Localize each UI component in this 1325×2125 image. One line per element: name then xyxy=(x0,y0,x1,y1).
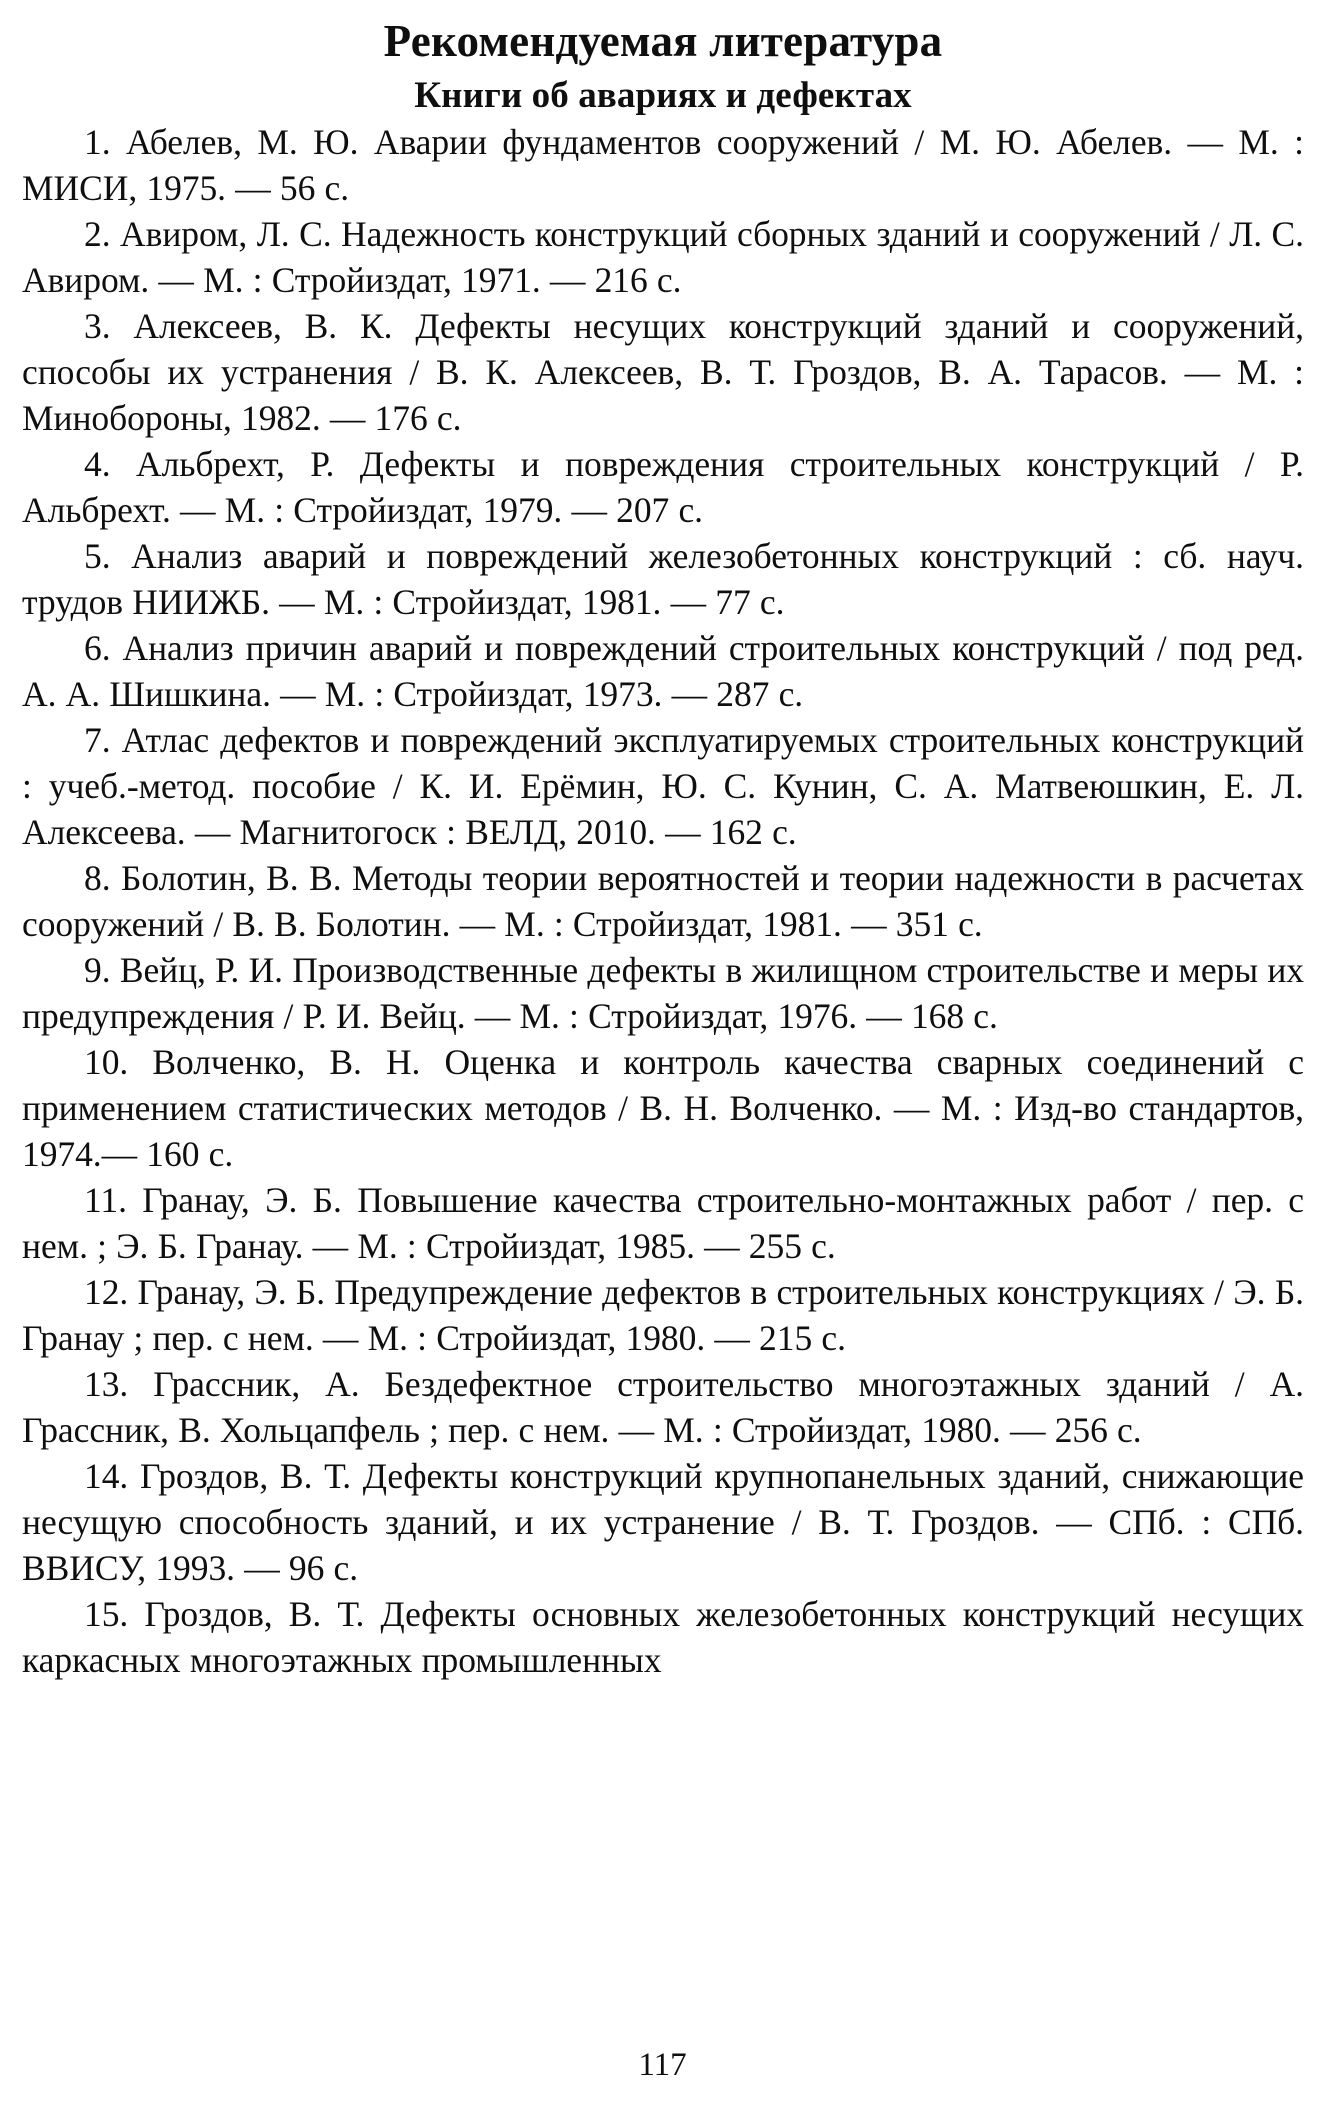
bibliography-entry: 2. Авиром, Л. С. Надежность конструкций сборных зданий и сооружений / Л. С. Авиром. — М. : Стройиздат, 1971. — 216 с. xyxy=(22,214,1304,300)
bibliography-entry: 13. Грассник, А. Бездефектное строительство многоэтажных зданий / А. Грассник, В. Хольцапфель ; пер. с нем. — М. : Стройиздат, 1980. — 256 с. xyxy=(22,1364,1304,1450)
page-number: 117 xyxy=(638,2047,687,2083)
bibliography-entry: 9. Вейц, Р. И. Производственные дефекты в жилищном строительстве и меры их предупреждения / Р. И. Вейц. — М. : Стройиздат, 1976. — 168 с. xyxy=(22,950,1304,1036)
bibliography-entry: 12. Гранау, Э. Б. Предупреждение дефектов в строительных конструкциях / Э. Б. Гранау ; пер. с нем. — М. : Стройиздат, 1980. — 215 с. xyxy=(22,1272,1304,1358)
bibliography-entry: 1. Абелев, М. Ю. Аварии фундаментов сооружений / М. Ю. Абелев. — М. : МИСИ, 1975. — 56 с. xyxy=(22,122,1304,208)
bibliography-entry: 10. Волченко, В. Н. Оценка и контроль качества сварных соединений с применением статистических методов / В. Н. Волченко. — М. : Изд-во стандартов, 1974.— 160 с. xyxy=(22,1042,1304,1174)
bibliography-entry: 7. Атлас дефектов и повреждений эксплуатируемых строительных конструкций : учеб.-метод. пособие / К. И. Ерёмин, Ю. С. Кунин, С. А. Матвеюшкин, Е. Л. Алексеева. — Магнитогоск : ВЕЛД, 2010. — 162 с. xyxy=(22,720,1304,852)
page-content xyxy=(22,0,1304,1683)
bibliography-entry: 8. Болотин, В. В. Методы теории вероятностей и теории надежности в расчетах сооружений / В. В. Болотин. — М. : Стройиздат, 1981. — 351 с. xyxy=(22,858,1304,944)
page-title: Рекомендуемая литература xyxy=(383,16,943,66)
bibliography-entry: 4. Альбрехт, Р. Дефекты и повреждения строительных конструкций / Р. Альбрехт. — М. : Стройиздат, 1979. — 207 с. xyxy=(22,444,1304,530)
bibliography-list xyxy=(22,119,1304,1683)
bibliography-entry: 14. Гроздов, В. Т. Дефекты конструкций крупнопанельных зданий, снижающие несущую способность зданий, и их устранение / В. Т. Гроздов. — СПб. : СПб. ВВИСУ, 1993. — 96 с. xyxy=(22,1456,1304,1588)
bibliography-entry: 5. Анализ аварий и повреждений железобетонных конструкций : сб. науч. трудов НИИЖБ. — М. : Стройиздат, 1981. — 77 с. xyxy=(22,536,1304,622)
bibliography-entry: 6. Анализ причин аварий и повреждений строительных конструкций / под ред. А. А. Шишкина. — М. : Стройиздат, 1973. — 287 с. xyxy=(22,628,1304,714)
bibliography-entry: 15. Гроздов, В. Т. Дефекты основных железобетонных конструкций несущих каркасных многоэтажных промышленных xyxy=(22,1594,1304,1680)
bibliography-entry: 11. Гранау, Э. Б. Повышение качества строительно-монтажных работ / пер. с нем. ; Э. Б. Гранау. — М. : Стройиздат, 1985. — 255 с. xyxy=(22,1180,1304,1266)
section-subtitle: Книги об авариях и дефектах xyxy=(414,75,912,116)
bibliography-entry: 3. Алексеев, В. К. Дефекты несущих конструкций зданий и сооружений, способы их устранения / В. К. Алексеев, В. Т. Гроздов, В. А. Тарасов. — М. : Минобороны, 1982. — 176 с. xyxy=(22,306,1304,438)
